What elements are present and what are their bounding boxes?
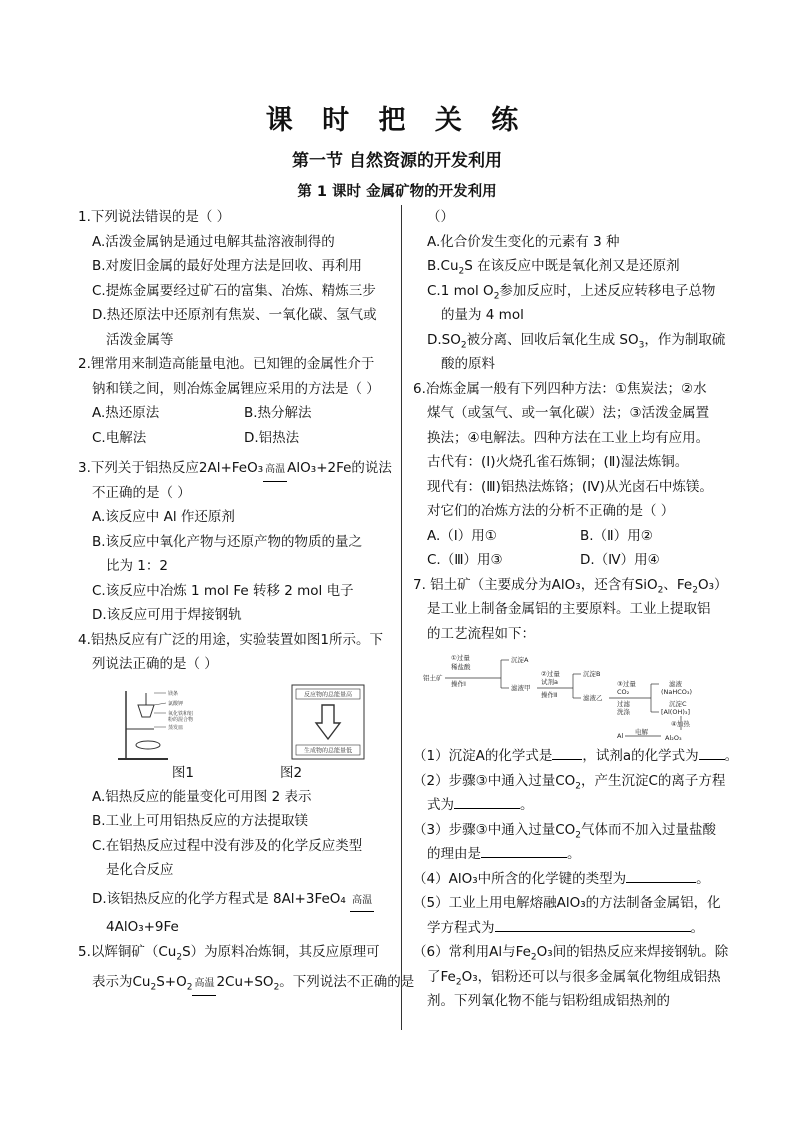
q7-part-4: （4）AlO₃中所含的化学键的类型为 。 [413, 867, 733, 892]
q3-option-d: D.该反应可用于焊接钢轨 [92, 607, 242, 623]
q4-option-a: A.铝热反应的能量变化可用图 2 表示 [92, 788, 312, 805]
svg-text:稀盐酸: 稀盐酸 [451, 663, 471, 671]
svg-text:③过量: ③过量 [617, 680, 636, 688]
fig2-label-reactants: 反应物的总能量高 [303, 691, 353, 698]
q5-answer-paren: （） [427, 209, 454, 225]
right-column [413, 205, 739, 1014]
q6-stem-4: 古代有：(Ⅰ)火烧孔雀石炼铜；(Ⅱ)湿法炼铜。 [427, 454, 689, 470]
fig1-label-dish: 蒸发皿 [168, 724, 184, 731]
q7-part-6-cont: 了$Fe_2O_3$，铝粉还可以与很多金属氧化物组成铝热 [427, 968, 721, 988]
q7-part-5-cont: 学方程式为 。 [413, 916, 733, 941]
fig2-label-products: 生成物的总能量低 [303, 747, 353, 754]
q7-stem: 7. 铝土矿（主要成分为AlO₃，还含有SiO$_2$、$Fe_2O_3$） [413, 576, 728, 596]
q5-option-a: A.化合价发生变化的元素有 3 种 [427, 233, 620, 250]
q4-option-d-cont: 4AlO₃+9Fe [106, 919, 179, 935]
left-column [78, 205, 415, 995]
svg-text:①过量: ①过量 [451, 654, 470, 662]
thermite-apparatus-figure [108, 683, 238, 761]
svg-text:④加热: ④加热 [671, 720, 690, 728]
q1-option-d-cont: 活泼金属等 [106, 331, 174, 348]
column-divider [401, 205, 402, 1030]
q5-option-d-cont: 酸的原料 [441, 356, 495, 372]
q3-stem-cont: 不正确的是（ ） [92, 484, 191, 501]
q6-options-ab [413, 524, 733, 549]
q6-option-d: D.（Ⅳ）用④ [580, 552, 660, 568]
answer-blank[interactable] [481, 843, 567, 858]
answer-blank[interactable] [626, 868, 696, 883]
fig1-label-mixture2: 粉的混合物 [168, 716, 194, 723]
q1-option-d: D.热还原法中还原剂有焦炭、一氧化碳、氢气或 [92, 307, 377, 323]
fig1-label-magnesium: 镁条 [168, 690, 179, 697]
q5-option-b: $B.Cu_2S$ 在该反应中既是氧化剂又是还原剂 [427, 258, 680, 277]
q4-stem: 4.铝热反应有广泛的用途，实验装置如图1所示。下 [78, 631, 383, 648]
q4-stem-cont: 列说法正确的是（ ） [92, 656, 218, 672]
q4-figure-labels [78, 761, 396, 785]
q4-figures [78, 683, 396, 761]
q4-option-c: C.在铝热反应过程中没有涉及的化学反应类型 [92, 837, 363, 854]
q3-condition: 高温 [263, 458, 287, 483]
answer-blank[interactable] [495, 917, 691, 932]
q1-option-c: C.提炼金属要经过矿石的富集、冶炼、精炼三步 [92, 282, 376, 299]
q7-process-flowchart [421, 650, 733, 744]
flow-filtrate-c: 滤液 [669, 680, 682, 688]
q5-stem: 5.以辉铜矿$(Cu_2S)$为原料冶炼铜，其反应原理可 [78, 943, 380, 963]
q7-part-2: （2）步骤③中通入过量$CO_2$，产生沉淀C的离子方程 [413, 772, 726, 792]
q4-option-d: D.该铝热反应的化学方程式是 8Al+3FeO₄ 高温 [78, 887, 396, 912]
q1-option-b: B.对废旧金属的最好处理方法是回收、再利用 [92, 258, 363, 274]
svg-text:试剂a: 试剂a [541, 678, 558, 686]
q3-option-b: B.该反应中氧化产物与还原产物的物质的量之 [92, 533, 363, 550]
q7-part-6: （6）常利用Al与$Fe_2O_3$间的铝热反应来焊接钢轨。除 [413, 944, 729, 963]
q2-options-ab [78, 401, 396, 426]
flow-precipitate-b: 沉淀B [583, 670, 601, 678]
svg-text:操作Ⅱ: 操作Ⅱ [541, 691, 558, 699]
q6-options-cd [413, 548, 733, 573]
q4-option-c-cont: 是化合反应 [106, 862, 174, 878]
q2-option-c: C.电解法 [92, 429, 147, 446]
q3-option-c: C.该反应中冶炼 1 mol Fe 转移 2 mol 电子 [92, 582, 354, 599]
q5-option-c: C.1 mol $O_2$参加反应时，上述反应转移电子总物 [427, 282, 716, 302]
svg-text:过滤: 过滤 [617, 700, 630, 708]
svg-text:洗涤: 洗涤 [617, 708, 630, 716]
q7-part-6-cont2: 剂。下列氧化物不能与铝粉组成铝热剂的 [427, 993, 670, 1009]
answer-blank[interactable] [454, 794, 520, 809]
energy-diagram-figure [290, 683, 366, 761]
fig2-caption: 图2 [280, 764, 303, 781]
q5-option-c-cont: 的量为 4 mol [441, 307, 524, 323]
q6-option-a: A.（Ⅰ）用① [427, 527, 497, 544]
flow-precipitate-c: 沉淀C [669, 700, 687, 708]
svg-text:操作Ⅰ: 操作Ⅰ [451, 680, 466, 688]
flow-precipitate-a: 沉淀A [511, 656, 529, 664]
q5-option-d: $D.SO_2$被分离、回收后氧化生成 $SO_3$，作为制取硫 [427, 331, 726, 351]
q7-part-5: （5）工业上用电解熔融AlO₃的方法制备金属铝，化 [413, 895, 721, 911]
flow-aluminum: Al [617, 732, 624, 740]
flow-filtrate-2: 滤液乙 [583, 694, 603, 702]
q5-stem-cont: 表示为$Cu_2S+O_2$ 高温 $2Cu+SO_2$。下列说法不正确的是 [78, 970, 396, 995]
q2-options-cd [78, 426, 396, 451]
flow-filtrate-1: 滤液甲 [511, 684, 531, 692]
q6-option-c: C.（Ⅲ）用③ [427, 552, 503, 568]
svg-text:电解: 电解 [635, 728, 648, 736]
q7-stem-3: 的工艺流程如下： [427, 625, 535, 642]
q6-stem: 6.冶炼金属一般有下列四种方法：①焦炭法；②水 [413, 380, 707, 397]
q6-stem-3: 换法；④电解法。四种方法在工业上均有应用。 [427, 429, 710, 446]
fig1-caption: 图1 [171, 764, 194, 781]
answer-blank[interactable] [552, 745, 582, 760]
flow-ore: 铝土矿 [423, 674, 443, 682]
q3-option-a: A.该反应中 Al 作还原剂 [92, 509, 235, 525]
q7-part-1: （1）沉淀A的化学式是 ，试剂a的化学式为 。 [413, 744, 733, 769]
q4-option-b: B.工业上可用铝热反应的方法提取镁 [92, 813, 309, 829]
q7-part-3: （3）步骤③中通入过量$CO_2$气体而不加入过量盐酸 [413, 821, 716, 841]
q3-stem: 3.下列关于铝热反应2Al+FeO₃ 高温 AlO₃+2Fe的说法 [78, 456, 396, 481]
lesson-title: 第 1 课时 金属矿物的开发利用 [297, 184, 497, 200]
q2-option-b: B.热分解法 [244, 405, 312, 421]
q6-stem-6: 对它们的冶炼方法的分析不正确的是（ ） [427, 503, 675, 519]
q1-stem: 1.下列说法错误的是（ ） [78, 209, 231, 225]
svg-text:(NaHCO₃): (NaHCO₃) [661, 688, 693, 696]
q6-stem-5: 现代有：(Ⅲ)铝热法炼铬；(Ⅳ)从光卤石中炼镁。 [427, 478, 713, 495]
svg-text:②过量: ②过量 [541, 670, 560, 678]
q2-option-a: A.热还原法 [92, 405, 160, 421]
down-arrow-icon [316, 705, 340, 739]
q2-option-d: D.铝热法 [244, 429, 300, 446]
answer-blank[interactable] [699, 745, 725, 760]
svg-text:[Al(OH)₃]: [Al(OH)₃] [661, 708, 691, 716]
fig1-label-kclo3: 氯酸钾 [168, 700, 184, 707]
svg-text:CO₂: CO₂ [617, 688, 630, 696]
fig1-label-mixture1: 氧化铁和铝 [168, 710, 194, 717]
q3-option-b-cont: 比为 1：2 [106, 558, 168, 574]
flow-alumina: Al₂O₃ [665, 734, 682, 742]
q7-part-2-cont: 式为 。 [413, 793, 733, 818]
q1-option-a: A.活泼金属钠是通过电解其盐溶液制得的 [92, 233, 335, 250]
q6-stem-2: 煤气（或氢气、或一氧化碳）法；③活泼金属置 [427, 405, 710, 421]
section-title: 第一节 自然资源的开发利用 [292, 151, 502, 171]
q2-stem: 2.锂常用来制造高能量电池。已知锂的金属性介于 [78, 356, 375, 372]
q2-stem-cont: 钠和镁之间，则冶炼金属锂应采用的方法是（ ） [92, 380, 380, 397]
q7-stem-2: 是工业上制备金属铝的主要原料。工业上提取铝 [427, 601, 711, 617]
q7-part-3-cont: 的理由是 。 [413, 842, 733, 867]
page-title: 课 时 把 关 练 [265, 105, 529, 136]
q6-option-b: B.（Ⅱ）用② [580, 527, 653, 544]
